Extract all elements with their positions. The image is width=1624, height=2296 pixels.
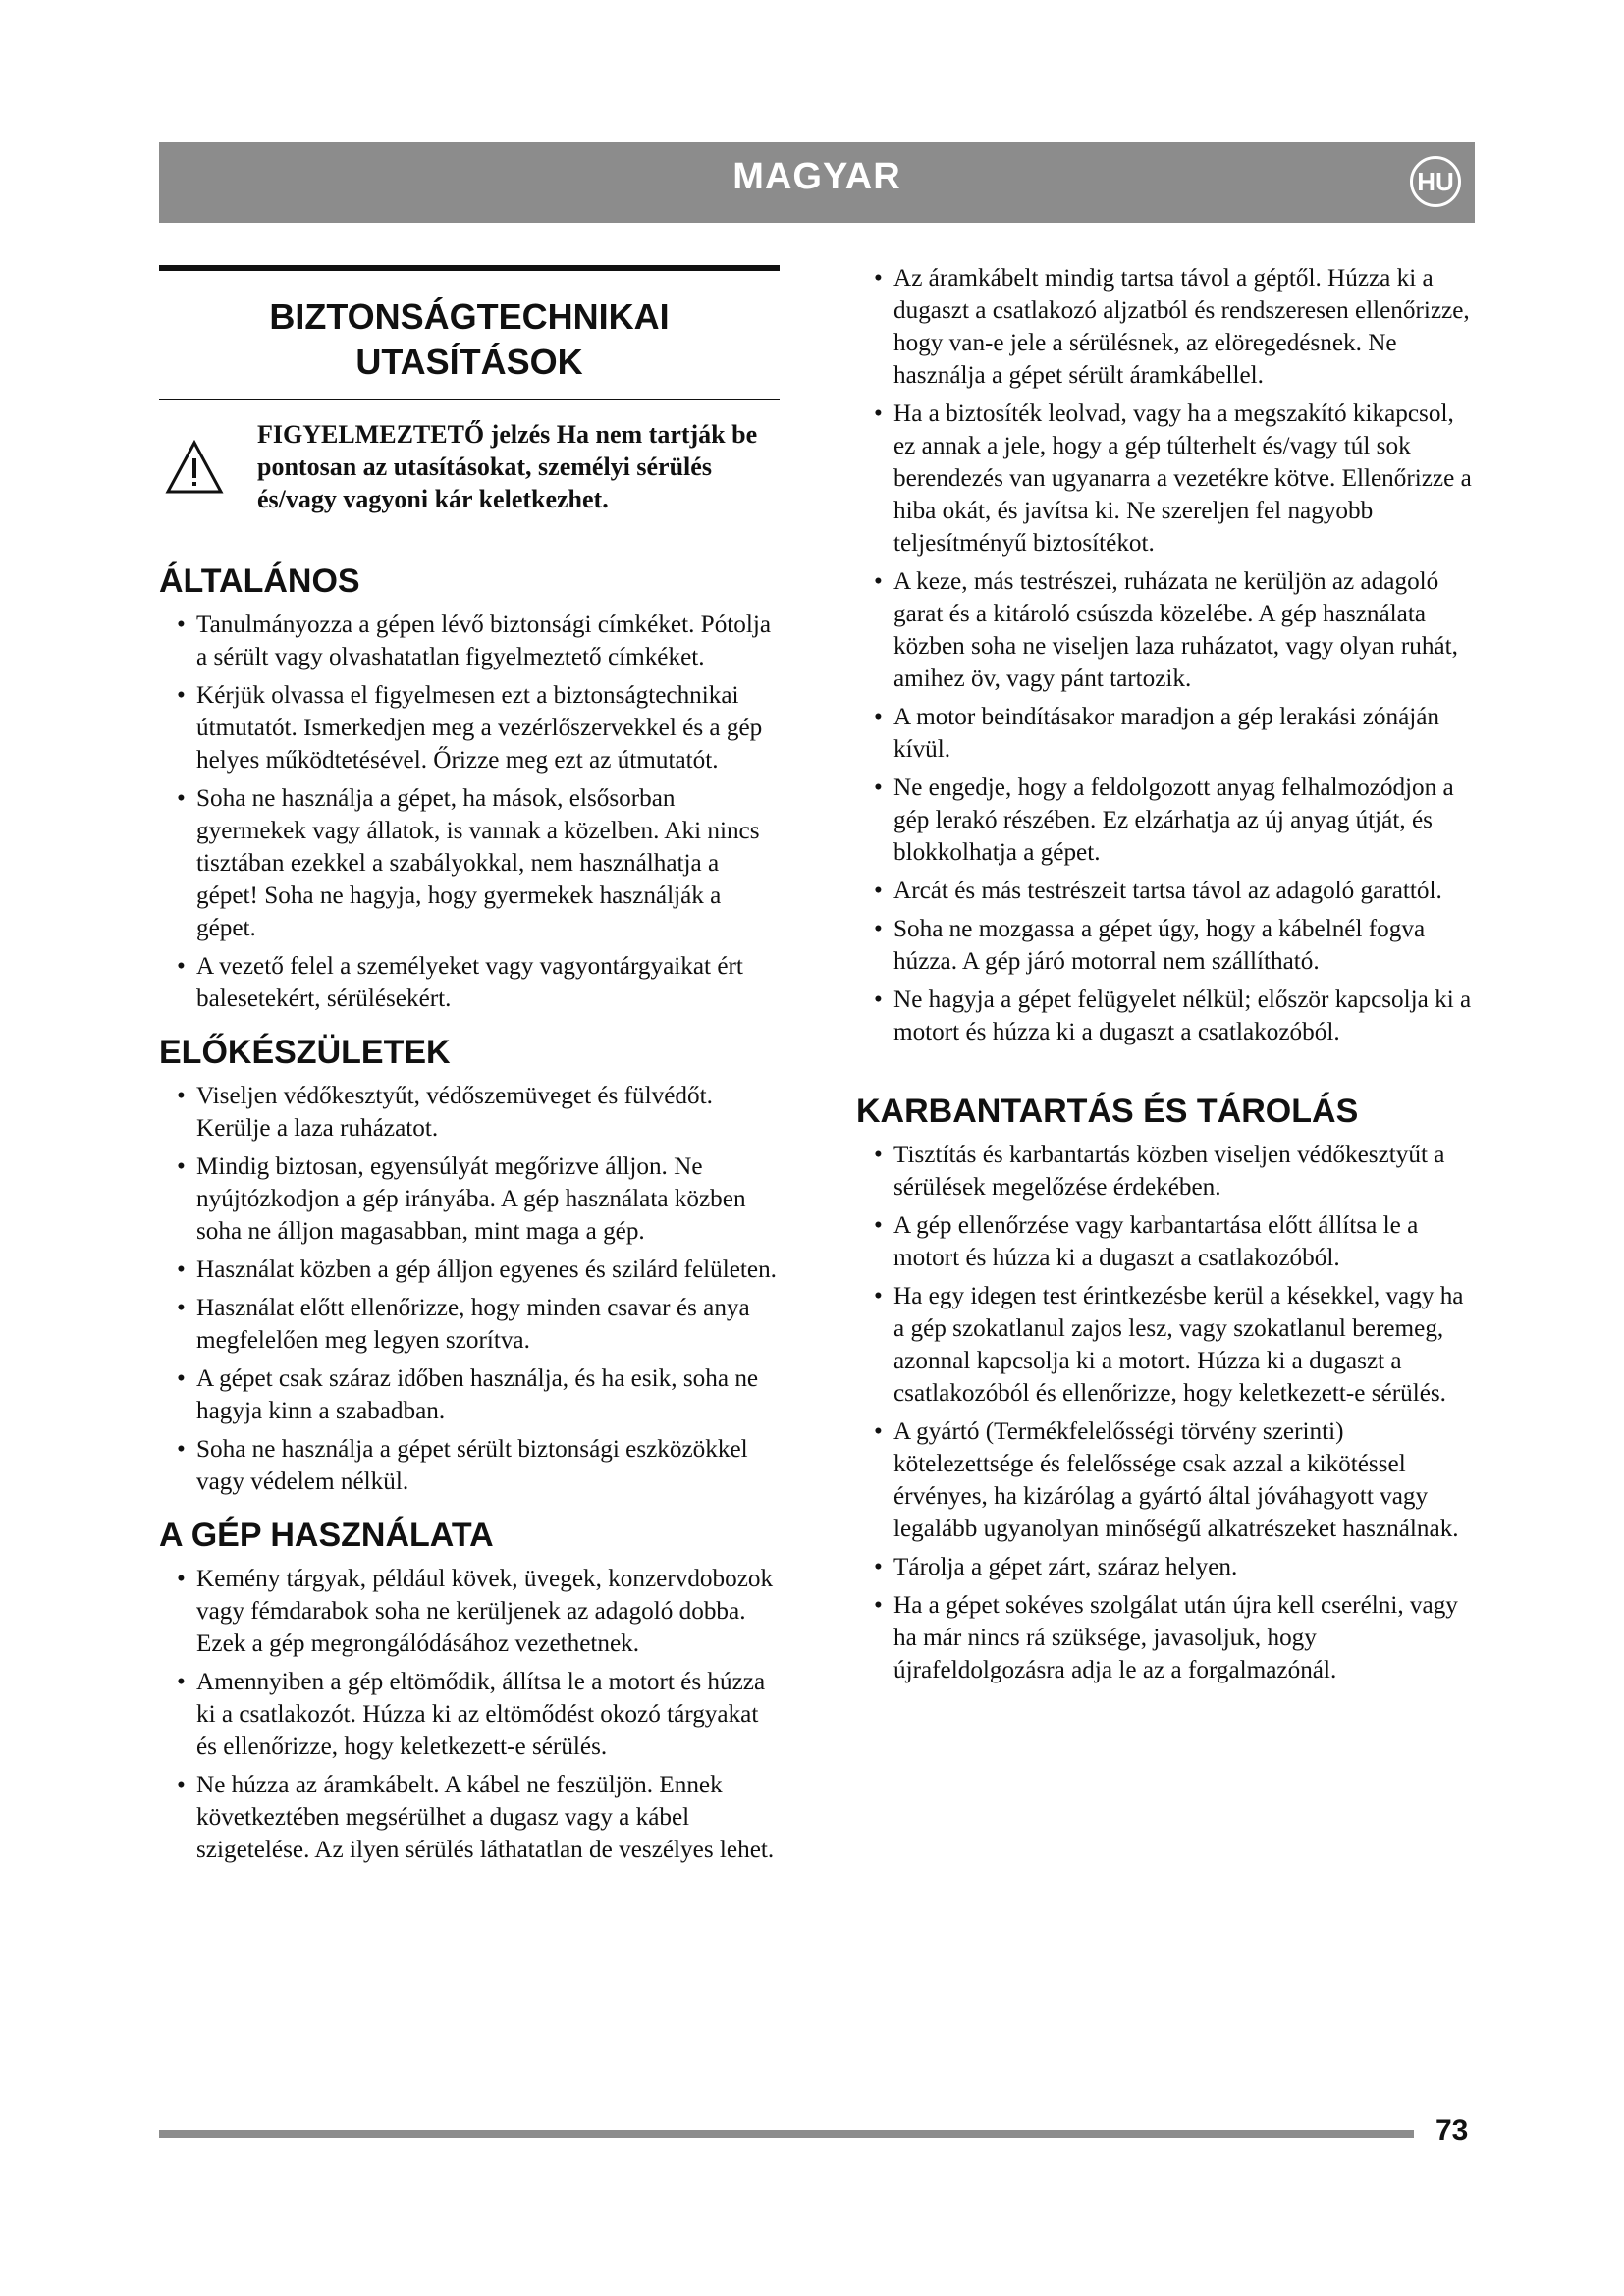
list-item: • Tanulmányozza a gépen lévő biztonsági címkéket. Pótolja a sérült vagy olvashatatlan figyelmeztető címkéket.	[159, 609, 780, 673]
list-item: • Az áramkábelt mindig tartsa távol a géptől. Húzza ki a dugaszt a csatlakozó aljzatból és rendszeresen ellenőrizze, hogy van-e jele a sérülésnek, az elöregedésnek. Ne használja a gépet sérült áramkábellel.	[856, 262, 1475, 392]
list-item: • Soha ne mozgassa a gépet úgy, hogy a kábelnél fogva húzza. A gép járó motorral nem szállítható.	[856, 913, 1475, 978]
list-item: • Ha egy idegen test érintkezésbe kerül a késekkel, vagy ha a gép szokatlanul zajos lesz, vagy szokatlanul beremeg, azonnal kapcsolja ki a motort. Húzza ki a dugaszt a csatlakozóból és ellenőrizze, hogy keletkezett-e sérülés.	[856, 1280, 1475, 1410]
language-header-bar	[159, 142, 1475, 223]
language-badge: HU	[1410, 156, 1461, 207]
section-heading: ÁLTALÁNOS	[159, 562, 360, 600]
list-item: • Tisztítás és karbantartás közben viseljen védőkesztyűt a sérülések megelőzése érdekében.	[856, 1139, 1475, 1203]
list-item: • Ha a gépet sokéves szolgálat után újra kell cserélni, vagy ha már nincs rá szüksége, javasoljuk, hogy újrafeldolgozásra adja le az a forgalmazónál.	[856, 1589, 1475, 1686]
list-item: • Ne engedje, hogy a feldolgozott anyag felhalmozódjon a gép lerakó részében. Ez elzárhatja az új anyag útját, és blokkolhatja a gépet.	[856, 772, 1475, 869]
list-item: • Ha a biztosíték leolvad, vagy ha a megszakító kikapcsol, ez annak a jele, hogy a gép túlterhelt és/vagy túl sok berendezés van ugyanarra a vezetékre kötve. Ellenőrizze a hiba okát, és javítsa ki. Ne szereljen fel nagyobb teljesítményű biztosítékot.	[856, 398, 1475, 560]
right-bullet-list	[856, 262, 1475, 1048]
page-title	[159, 294, 780, 385]
list-item: • Arcát és más testrészeit tartsa távol az adagoló garattól.	[856, 875, 1475, 907]
list-item: • Kemény tárgyak, például kövek, üvegek, konzervdobozok vagy fémdarabok soha ne kerüljenek az adagoló dobba. Ezek a gép megrongálódásához vezethetnek.	[159, 1563, 780, 1660]
list-item: • A gépet csak száraz időben használja, és ha esik, soha ne hagyja kinn a szabadban.	[159, 1362, 780, 1427]
warning-triangle-icon	[165, 440, 224, 495]
list-item: • A gyártó (Termékfelelősségi törvény szerinti) kötelezettsége és felelőssége csak azzal a kikötéssel érvényes, ha kizárólag a gyártó által jóváhagyott vagy legalább ugyanolyan minőségű alkatrészeket használnak.	[856, 1415, 1475, 1545]
list-item: • A keze, más testrészei, ruházata ne kerüljön az adagoló garat és a kitároló csúszda közelébe. A gép használata közben soha ne viseljen laza ruházatot, vagy olyan ruhát, amihez öv, vagy pánt tartozik.	[856, 565, 1475, 695]
section-heading-maintenance: KARBANTARTÁS ÉS TÁROLÁS	[856, 1093, 1359, 1130]
list-item: • Ne hagyja a gépet felügyelet nélkül; először kapcsolja ki a motort és húzza ki a dugaszt a csatlakozóból.	[856, 984, 1475, 1048]
section-heading: ELŐKÉSZÜLETEK	[159, 1034, 451, 1071]
bullet-list	[159, 1080, 780, 1498]
list-item: • A vezető felel a személyeket vagy vagyontárgyaikat ért balesetekért, sérülésekért.	[159, 950, 780, 1015]
title-top-rule	[159, 265, 780, 271]
list-item: • Soha ne használja a gépet, ha mások, elsősorban gyermekek vagy állatok, is vannak a közelben. Aki nincs tisztában ezekkel a szabályokkal, nem használhatja a gépet! Soha ne hagyja, hogy gyermekek használják a gépet.	[159, 782, 780, 944]
section-heading: A GÉP HASZNÁLATA	[159, 1517, 494, 1554]
list-item: • Tárolja a gépet zárt, száraz helyen.	[856, 1551, 1475, 1583]
list-item: • Ne húzza az áramkábelt. A kábel ne feszüljön. Ennek következtében megsérülhet a dugasz vagy a kábel szigetelése. Az ilyen sérülés láthatatlan de veszélyes lehet.	[159, 1769, 780, 1866]
list-item: • Mindig biztosan, egyensúlyát megőrizve álljon. Ne nyújtózkodjon a gép irányába. A gép használata közben soha ne álljon magasabban, mint maga a gép.	[159, 1150, 780, 1248]
list-item: • Kérjük olvassa el figyelmesen ezt a biztonságtechnikai útmutatót. Ismerkedjen meg a vezérlőszervekkel és a gép helyes működtetésével. Őrizze meg ezt az útmutatót.	[159, 679, 780, 776]
page-title-line-1: BIZTONSÁGTECHNIKAI	[269, 296, 670, 337]
title-bottom-rule	[159, 399, 780, 400]
list-item: • Használat közben a gép álljon egyenes és szilárd felületen.	[159, 1254, 780, 1286]
bullet-list	[159, 1563, 780, 1866]
list-item: • Használat előtt ellenőrizze, hogy minden csavar és anya megfelelően meg legyen szorítva.	[159, 1292, 780, 1357]
page-number: 73	[1435, 2114, 1469, 2147]
maintenance-bullet-list	[856, 1139, 1475, 1686]
list-item: • A gép ellenőrzése vagy karbantartása előtt állítsa le a motort és húzza ki a dugaszt a csatlakozóból.	[856, 1209, 1475, 1274]
list-item: • Soha ne használja a gépet sérült biztonsági eszközökkel vagy védelem nélkül.	[159, 1433, 780, 1498]
header-title: MAGYAR	[732, 156, 901, 197]
warning-text: FIGYELMEZTETŐ jelzés Ha nem tartják be pontosan az utasításokat, személyi sérülés és/vagy vagyoni kár keletkezhet.	[257, 420, 758, 513]
footer-rule	[159, 2130, 1414, 2138]
left-sections	[159, 561, 780, 1866]
list-item: • A motor beindításakor maradjon a gép lerakási zónáján kívül.	[856, 701, 1475, 766]
right-column	[856, 262, 1475, 1692]
bullet-list	[159, 609, 780, 1015]
page-title-line-2: UTASÍTÁSOK	[355, 342, 583, 382]
warning-box	[159, 418, 780, 556]
list-item: • Viseljen védőkesztyűt, védőszemüveget és fülvédőt. Kerülje a laza ruházatot.	[159, 1080, 780, 1145]
list-item: • Amennyiben a gép eltömődik, állítsa le a motort és húzza ki a csatlakozót. Húzza ki az eltömődést okozó tárgyakat és ellenőrizze, hogy keletkezett-e sérülés.	[159, 1666, 780, 1763]
left-column	[159, 265, 780, 1872]
